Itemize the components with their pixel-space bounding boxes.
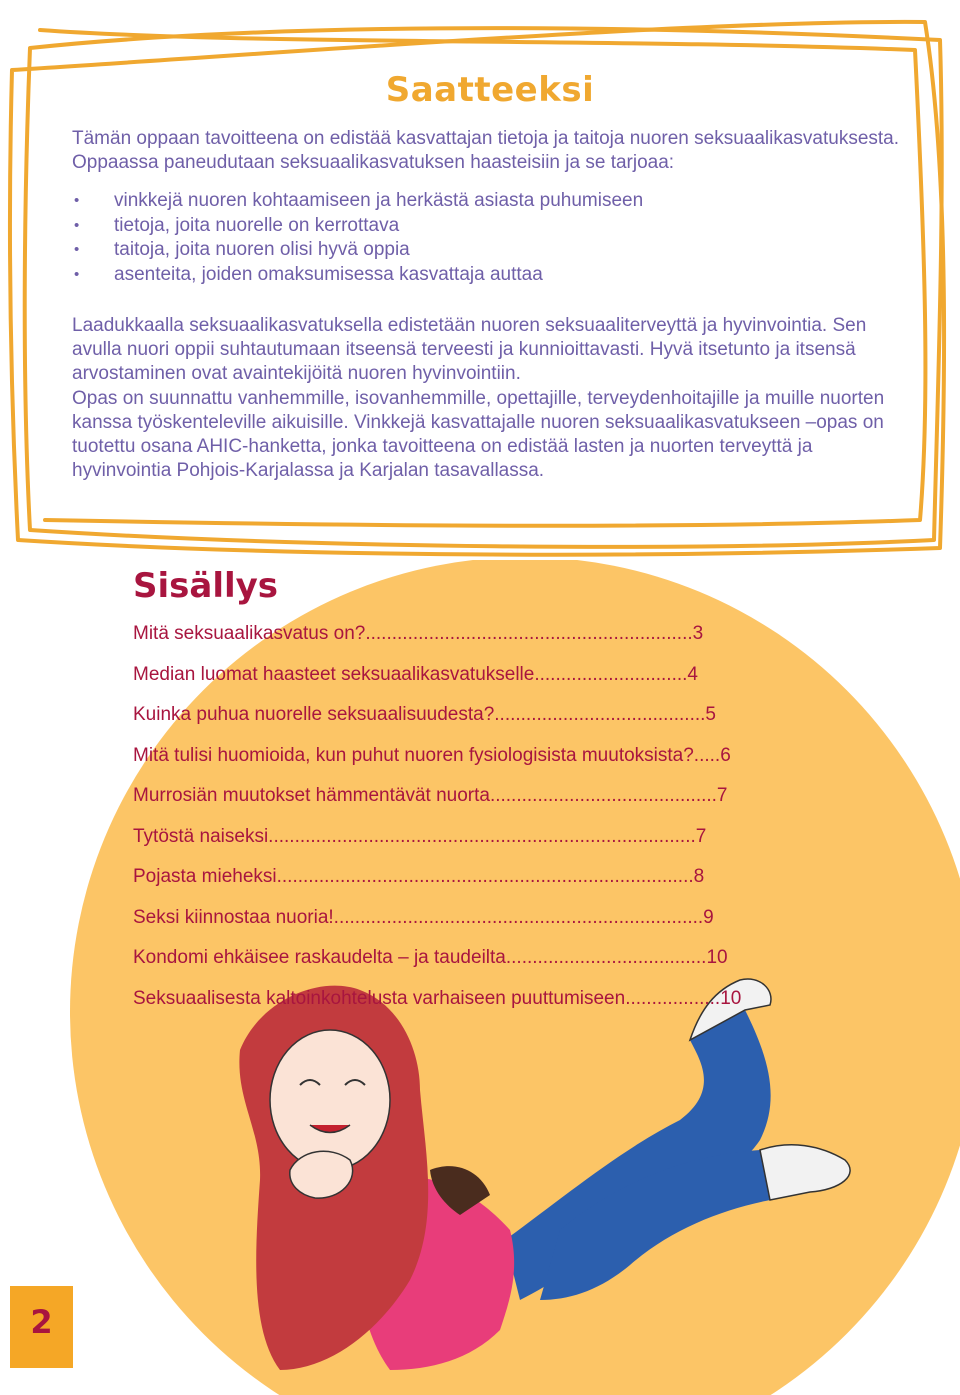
table-of-contents <box>133 620 833 1025</box>
toc-item[interactable]: Seksuaalisesta kaltoinkohtelusta varhaiseen puuttumiseen..................10 <box>133 987 742 1009</box>
toc-item[interactable]: Mitä tulisi huomioida, kun puhut nuoren fysiologisista muutoksista?.....6 <box>133 744 731 766</box>
toc-item[interactable]: Median luomat haasteet seksuaalikasvatukselle.............................4 <box>133 663 698 685</box>
intro-paragraph: Laadukkaalla seksuaalikasvatuksella edistetään nuoren seksuaaliterveyttä ja hyvinvointia. Sen avulla nuori oppii suhtautumaan itseensä terveesti ja kunnioittavasti. Hyvä itsetunto ja itsensä arvostaminen ovat avaintekijöitä nuoren hyvinvointiin. <box>72 315 867 384</box>
toc-item[interactable]: Tytöstä naiseksi.................................................................................7 <box>133 825 707 847</box>
list-item: • taitoja, joita nuoren olisi hyvä oppia <box>72 238 872 263</box>
toc-item[interactable]: Kuinka puhua nuorelle seksuaalisuudesta?........................................5 <box>133 704 716 725</box>
page-title: Saatteeksi <box>385 70 595 110</box>
page-number: 2 <box>30 1303 53 1341</box>
girl-illustration-icon <box>0 960 960 1395</box>
toc-item[interactable]: Kondomi ehkäisee raskaudelta – ja taudeilta......................................10 <box>133 947 728 968</box>
intro-bullet-list <box>72 189 872 287</box>
list-item: • asenteita, joiden omaksumisessa kasvattaja auttaa <box>72 263 872 288</box>
intro-paragraph: Tämän oppaan tavoitteena on edistää kasvattajan tietoja ja taitoja nuoren seksuaalikasvatuksesta. Oppaassa paneudutaan seksuaalikasvatuksen haasteisiin ja se tarjoaa: <box>72 128 900 173</box>
toc-title: Sisällys <box>133 566 279 606</box>
intro-paragraph: Opas on suunnattu vanhemmille, isovanhemmille, opettajille, terveydenhoitajille ja muille nuorten kanssa työskenteleville aikuisille. Vinkkejä kasvattajalle nuoren seksuaalikasvatukseen –opas on tuotettu osana AHIC-hanketta, jonka tavoitteena on edistää lasten ja nuorten terveyttä ja hyvinvointia Pohjois-Karjalassa ja Karjalan tasavallassa. <box>72 388 885 481</box>
toc-item[interactable]: Seksi kiinnostaa nuoria!......................................................................9 <box>133 906 714 928</box>
toc-item[interactable]: Pojasta mieheksi...............................................................................8 <box>133 866 705 887</box>
list-item: • tietoja, joita nuorelle on kerrottava <box>72 214 872 239</box>
list-item: • vinkkejä nuoren kohtaamiseen ja herkästä asiasta puhumiseen <box>72 189 872 214</box>
toc-item[interactable]: Mitä seksuaalikasvatus on?..............................................................3 <box>133 623 704 644</box>
toc-item[interactable]: Murrosiän muutokset hämmentävät nuorta...........................................7 <box>133 785 728 806</box>
